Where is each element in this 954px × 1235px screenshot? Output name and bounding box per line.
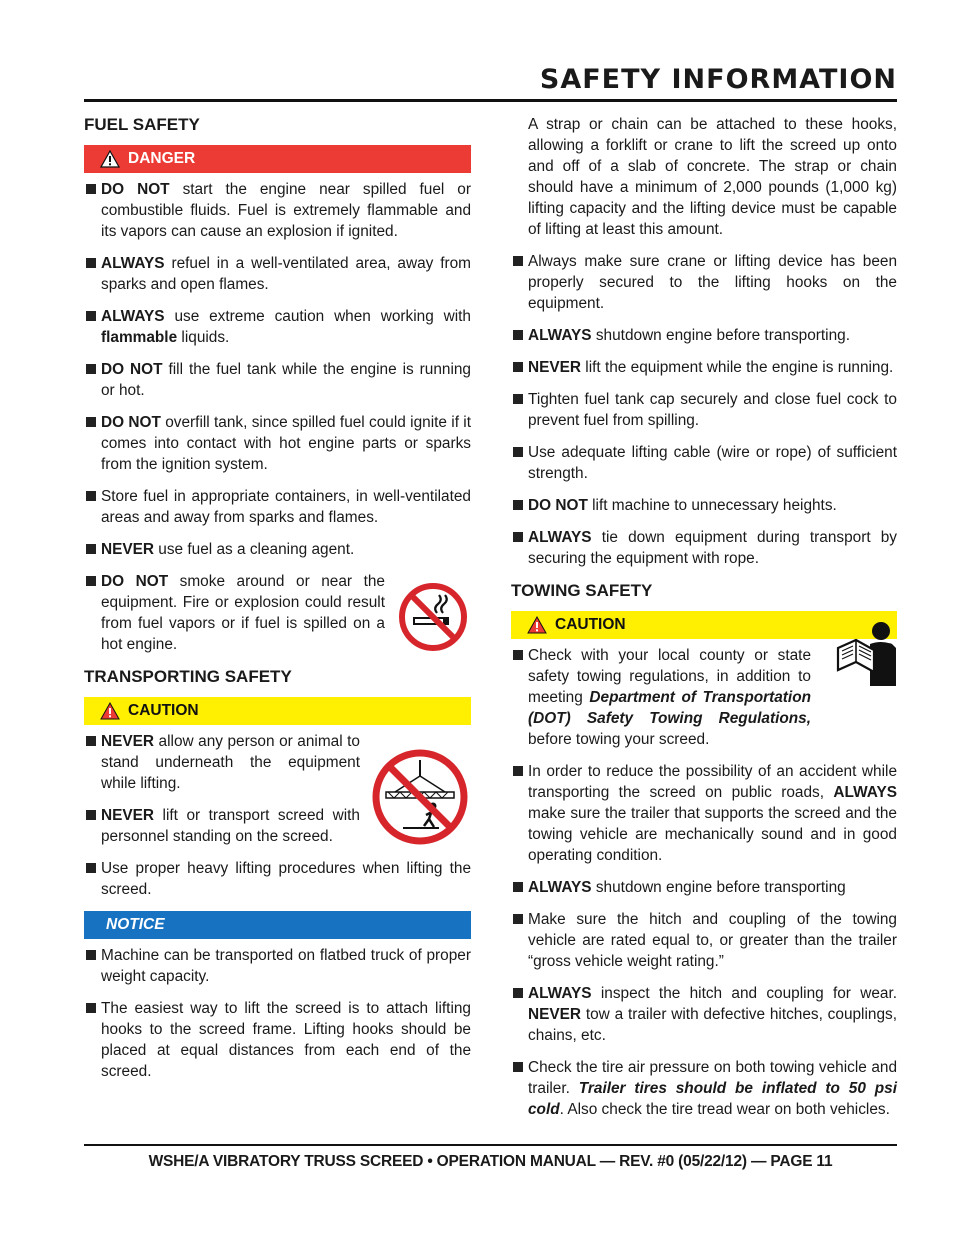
list-item: ALWAYS refuel in a well-ventilated area, away from sparks and open flames. [84, 253, 471, 295]
page-footer: WSHE/A VIBRATORY TRUSS SCREED • OPERATION MANUAL — REV. #0 (05/22/12) — PAGE 11 [148, 1153, 833, 1170]
list-item: DO NOT lift machine to unnecessary heights. [511, 495, 897, 516]
list-item: ALWAYS tie down equipment during transport by securing the equipment with rope. [511, 527, 897, 569]
no-smoking-icon [397, 582, 469, 652]
list-item: ALWAYS shutdown engine before transporting [511, 877, 897, 898]
list-item: NEVER allow any person or animal to stand underneath the equipment while lifting. [84, 731, 360, 794]
list-item: Check with your local county or state safety towing regulations, in addition to meeting Department of Transportation (DOT) Safety Towing Regulations, before towing your screed. [511, 645, 811, 750]
list-item: In order to reduce the possibility of an accident while transporting the screed on public roads, ALWAYS make sure the trailer that supports the screed and the towing vehicle are mechanically sound and in good operating condition. [511, 761, 897, 866]
warning-triangle-icon [527, 616, 547, 634]
list-item: Check the tire air pressure on both towing vehicle and trailer. Trailer tires should be inflated to 50 psi cold. Also check the tire tread wear on both vehicles. [511, 1057, 897, 1120]
page-title: SAFETY INFORMATION [539, 64, 897, 95]
warning-triangle-icon [100, 702, 120, 720]
list-item: NEVER use fuel as a cleaning agent. [84, 539, 471, 560]
list-item: NEVER lift the equipment while the engine is running. [511, 357, 897, 378]
danger-banner [84, 145, 471, 173]
list-item: Store fuel in appropriate containers, in well-ventilated areas and away from sparks and flames. [84, 486, 471, 528]
list-item: DO NOT smoke around or near the equipment. Fire or explosion could result from fuel vapors or if fuel is spilled on a hot engine. [84, 571, 385, 655]
notice-banner: NOTICE [84, 911, 471, 939]
list-item: The easiest way to lift the screed is to attach lifting hooks to the screed frame. Lifting hooks should be placed at equal distances from each end of the screed. [84, 998, 471, 1082]
caution-banner [84, 697, 471, 725]
header-rule [84, 99, 897, 102]
read-manual-icon [836, 620, 898, 686]
caution-label: CAUTION [128, 702, 199, 719]
list-item: Use proper heavy lifting procedures when lifting the screed. [84, 858, 471, 900]
danger-label: DANGER [128, 150, 196, 167]
transporting-safety-heading: TRANSPORTING SAFETY [84, 667, 292, 686]
list-item: ALWAYS use extreme caution when working with flammable liquids. [84, 306, 471, 348]
list-item: Use adequate lifting cable (wire or rope) of sufficient strength. [511, 442, 897, 484]
caution-label: CAUTION [555, 616, 626, 633]
list-item: Tighten fuel tank cap securely and close fuel cock to prevent fuel from spilling. [511, 389, 897, 431]
list-item: Always make sure crane or lifting device has been properly secured to the lifting hooks on the equipment. [511, 251, 897, 314]
warning-triangle-icon [100, 150, 120, 168]
list-item: ALWAYS inspect the hitch and coupling for wear. NEVER tow a trailer with defective hitches, couplings, chains, etc. [511, 983, 897, 1046]
fuel-safety-heading: FUEL SAFETY [84, 115, 200, 134]
list-item: DO NOT fill the fuel tank while the engine is running or hot. [84, 359, 471, 401]
list-item: Make sure the hitch and coupling of the towing vehicle are rated equal to, or greater than the trailer “gross vehicle weight rating.” [511, 909, 897, 972]
no-standing-under-load-icon [371, 748, 469, 846]
list-item: Machine can be transported on flatbed truck of proper weight capacity. [84, 945, 471, 987]
notice-list [84, 945, 471, 1082]
footer-rule [84, 1144, 897, 1146]
list-item: DO NOT overfill tank, since spilled fuel could ignite if it comes into contact with hot engine parts or sparks from the ignition system. [84, 412, 471, 475]
list-item: ALWAYS shutdown engine before transporting. [511, 325, 897, 346]
list-item: NEVER lift or transport screed with personnel standing on the screed. [84, 805, 360, 847]
lifting-list [511, 114, 897, 569]
list-item: DO NOT start the engine near spilled fuel or combustible fluids. Fuel is extremely flammable and its vapors can cause an explosion if ignited. [84, 179, 471, 242]
towing-safety-heading: TOWING SAFETY [511, 581, 653, 600]
towing-safety-list [511, 645, 897, 1120]
continuation-paragraph: A strap or chain can be attached to these hooks, allowing a forklift or crane to lift the screed up onto and off of a slab of concrete. The strap or chain should have a minimum of 2,000 pounds (1,000 kg) lifting capacity and the lifting device must be capable of lifting at least this amount. [528, 116, 897, 238]
